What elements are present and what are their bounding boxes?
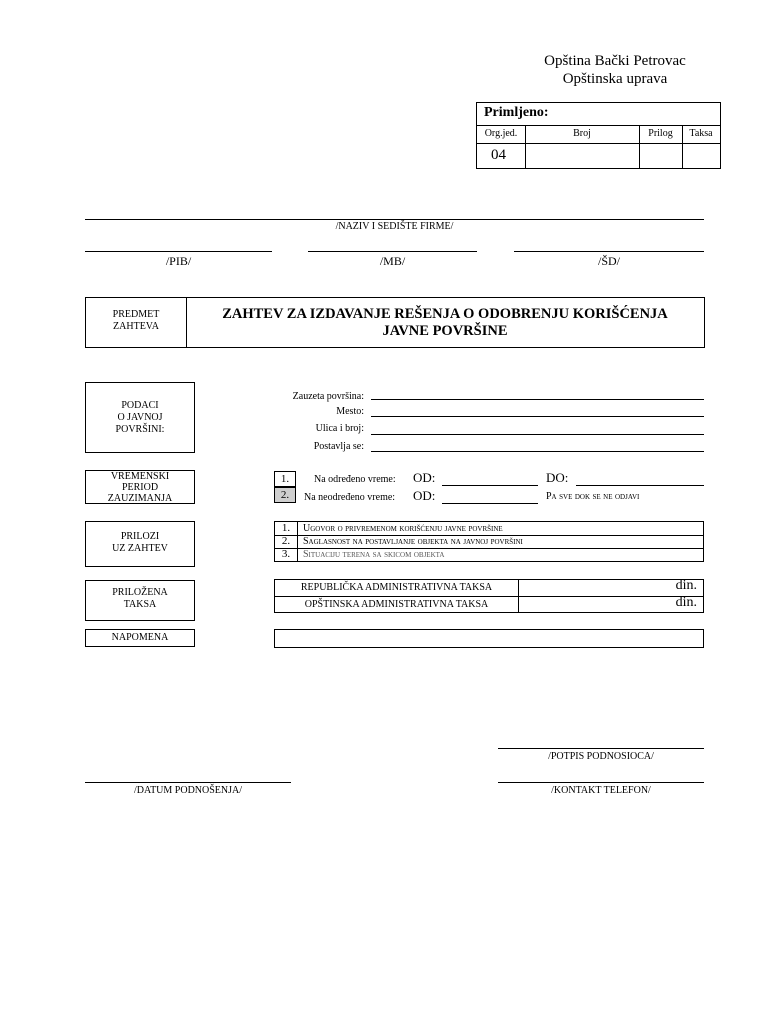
received-title: Primljeno: xyxy=(484,105,549,120)
date-line[interactable] xyxy=(85,782,291,783)
field-street-label: Ulica i broj: xyxy=(315,423,364,434)
fee-municipal-label: OPŠTINSKA ADMINISTRATIVNA TAKSA xyxy=(304,599,489,610)
note-label: NAPOMENA xyxy=(111,632,169,643)
mb-label: /MB/ xyxy=(379,254,406,268)
date-label: /DATUM PODNOŠENJA/ xyxy=(133,785,243,796)
subject-title: ZAHTEV ZA IZDAVANJE REŠENJA O ODOBRENJU KORIŠĆENJA JAVNE POVRŠINE xyxy=(222,306,668,339)
field-placement-label: Postavlja se: xyxy=(313,441,364,452)
period-option-2[interactable]: 2. xyxy=(274,487,296,503)
field-occupied-area-label: Zauzeta površina: xyxy=(292,391,364,402)
field-place-label: Mesto: xyxy=(336,406,364,417)
public-area-label-box xyxy=(85,382,195,453)
signature-label: /POTPIS PODNOSIOCA/ xyxy=(548,751,654,762)
period-fixed-label: Na određeno vreme: xyxy=(314,474,396,485)
attachments-table xyxy=(274,521,704,562)
note-input[interactable] xyxy=(274,629,704,648)
period-label: VREMENSKI PERIOD ZAUZIMANJA xyxy=(107,471,173,504)
fee-municipal-currency[interactable]: din. xyxy=(675,595,697,610)
attachment-item-2[interactable]: Saglasnost na postavljanje objekta na javnoj površini xyxy=(303,536,523,547)
field-placement-input[interactable] xyxy=(371,451,704,452)
field-occupied-area-input[interactable] xyxy=(371,399,704,400)
period-option-1[interactable]: 1. xyxy=(274,471,296,487)
subject-box xyxy=(85,297,705,348)
municipality-header xyxy=(490,52,740,88)
attachment-item-1[interactable]: Ugovor o privremenom korišćenju javne površine xyxy=(303,523,503,534)
mb-line[interactable] xyxy=(308,251,477,252)
firm-name-label: /NAZIV I SEDIŠTE FIRME/ xyxy=(335,221,454,232)
org-value: 04 xyxy=(491,147,506,163)
attachment-num-1: 1. xyxy=(281,522,291,534)
sd-line[interactable] xyxy=(514,251,704,252)
field-place-input[interactable] xyxy=(371,416,704,417)
attachment-item-3[interactable]: Situaciju terena sa skicom objekta xyxy=(303,549,445,560)
fee-republic-currency[interactable]: din. xyxy=(675,578,697,593)
fee-table xyxy=(274,579,704,613)
col-fee: Taksa xyxy=(689,128,713,139)
period-od-2: OD: xyxy=(413,488,436,503)
administration-name: Opštinska uprava xyxy=(562,71,668,87)
period-from-2-input[interactable] xyxy=(442,503,538,504)
period-indefinite-label: Na neodređeno vreme: xyxy=(304,492,396,503)
attachment-num-2: 2. xyxy=(281,535,291,547)
pib-label: /PIB/ xyxy=(165,254,192,268)
signature-line[interactable] xyxy=(498,748,704,749)
period-od-1: OD: xyxy=(413,470,436,485)
phone-line[interactable] xyxy=(498,782,704,783)
col-attachment: Prilog xyxy=(648,128,673,139)
phone-label: /KONTAKT TELEFON/ xyxy=(551,785,651,796)
col-number: Broj xyxy=(573,128,591,139)
firm-name-line[interactable] xyxy=(85,219,704,220)
fee-label-box xyxy=(85,580,195,621)
period-until-revoked: Pa sve dok se ne odjavi xyxy=(546,491,640,502)
attachment-num-3: 3. xyxy=(281,548,291,560)
fee-republic-label: REPUBLIČKA ADMINISTRATIVNA TAKSA xyxy=(300,582,493,593)
col-org: Org.jed. xyxy=(484,128,518,139)
period-do-1: DO: xyxy=(546,470,569,485)
pib-line[interactable] xyxy=(85,251,272,252)
public-area-label: PODACI O JAVNOJ POVRŠINI: xyxy=(115,400,165,435)
attachments-label-box xyxy=(85,521,195,567)
municipality-name: Opština Bački Petrovac xyxy=(544,53,686,69)
field-street-input[interactable] xyxy=(371,434,704,435)
period-from-1-input[interactable] xyxy=(442,485,538,486)
subject-label: PREDMET ZAHTEVA xyxy=(112,309,160,332)
attachments-label: PRILOZI UZ ZAHTEV xyxy=(112,531,168,554)
period-to-1-input[interactable] xyxy=(576,485,704,486)
received-stamp xyxy=(476,102,721,169)
fee-label: PRILOŽENA TAKSA xyxy=(112,587,168,610)
period-label-box xyxy=(85,470,195,504)
note-label-box xyxy=(85,629,195,647)
sd-label: /ŠD/ xyxy=(597,254,620,268)
